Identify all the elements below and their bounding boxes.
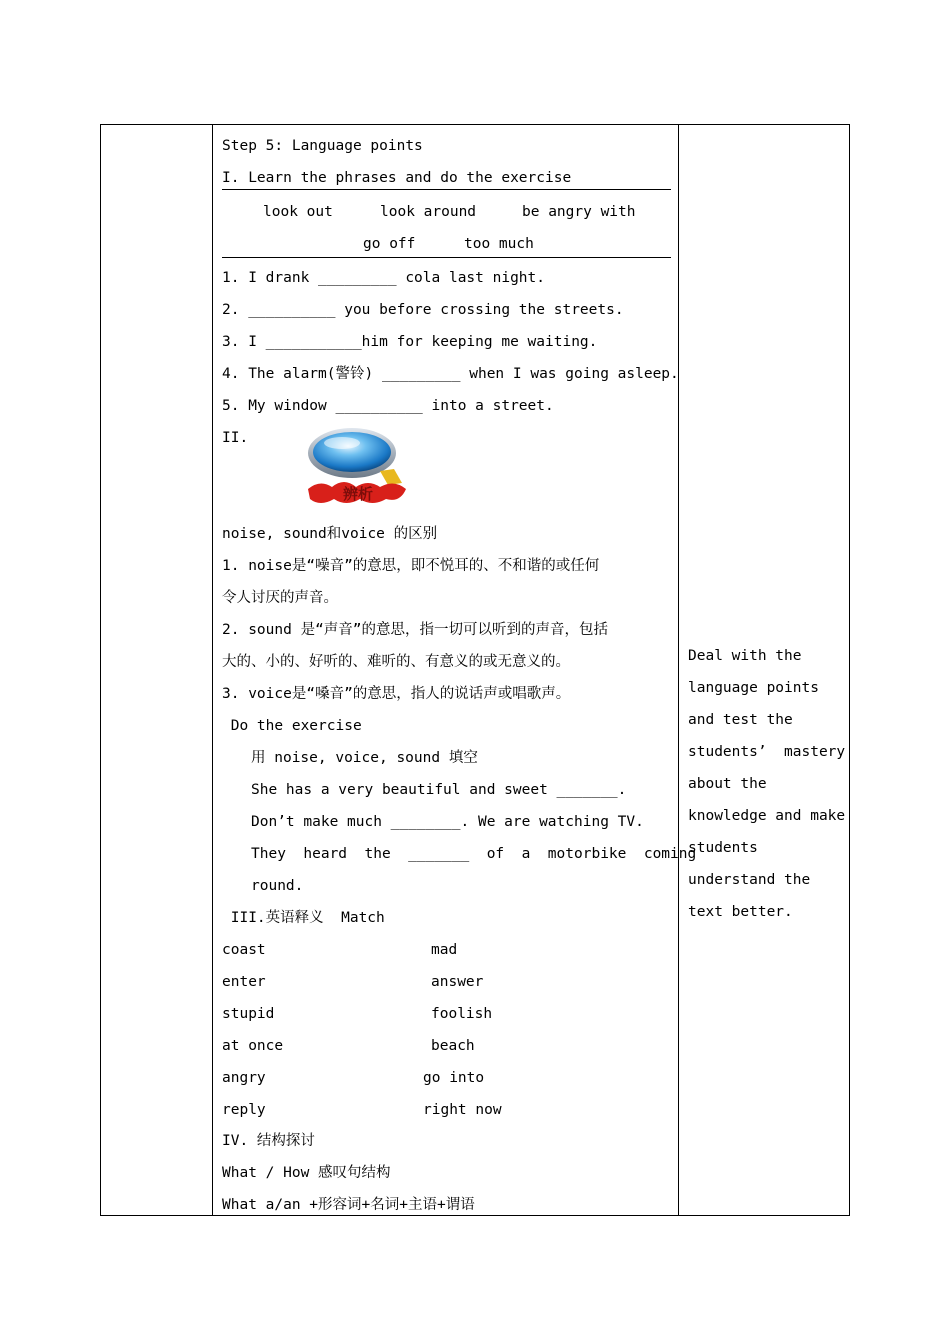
match-right-word: right now bbox=[423, 1102, 502, 1118]
exercise-item: 5. My window __________ into a street. bbox=[222, 398, 554, 414]
magnifier-logo-icon bbox=[302, 427, 418, 509]
phrase: look around bbox=[380, 204, 477, 220]
exercise-item: 4. The alarm(警铃) _________ when I was going asleep. bbox=[222, 366, 679, 382]
explanation-line: 2. sound 是“声音”的意思，指一切可以听到的声音，包括 bbox=[222, 622, 609, 638]
phrase: look out bbox=[263, 204, 333, 220]
exercise-item: 2. __________ you before crossing the streets. bbox=[222, 302, 624, 318]
phrase-box-top-rule bbox=[222, 189, 671, 190]
aim-line: students’ mastery bbox=[688, 744, 846, 760]
aim-line: Deal with the bbox=[688, 648, 802, 664]
explanation-line: 3. voice是“嗓音”的意思，指人的说话声或唱歌声。 bbox=[222, 686, 571, 702]
match-left-word: stupid bbox=[222, 1006, 275, 1022]
section2-heading: II. bbox=[222, 430, 249, 446]
fill-blank-item: She has a very beautiful and sweet _______. bbox=[251, 782, 627, 798]
aim-line: about the bbox=[688, 776, 767, 792]
match-left-word: coast bbox=[222, 942, 266, 958]
fill-blank-item: They heard the _______ of a motorbike coming bbox=[251, 846, 697, 862]
lesson-plan-table bbox=[100, 124, 850, 1216]
section4-heading: IV. 结构探讨 bbox=[222, 1133, 315, 1149]
match-left-word: reply bbox=[222, 1102, 266, 1118]
exercise-item: 3. I ___________him for keeping me waiting. bbox=[222, 334, 598, 350]
match-right-word: go into bbox=[423, 1070, 485, 1086]
match-left-word: at once bbox=[222, 1038, 284, 1054]
match-right-word: mad bbox=[431, 942, 458, 958]
logo-text: 辨析 bbox=[342, 485, 374, 503]
phrase: too much bbox=[464, 236, 534, 252]
match-right-word: foolish bbox=[431, 1006, 493, 1022]
aim-line: language points bbox=[688, 680, 819, 696]
aim-line: knowledge and make bbox=[688, 808, 846, 824]
explanation-line: 1. noise是“噪音”的意思，即不悦耳的、不和谐的或任何 bbox=[222, 558, 600, 574]
phrase-box-bottom-rule bbox=[222, 257, 671, 258]
section3-heading: III.英语释义 Match bbox=[222, 910, 385, 926]
fill-blank-item: Don’t make much ________. We are watching TV. bbox=[251, 814, 644, 830]
match-left-word: enter bbox=[222, 974, 266, 990]
match-right-word: answer bbox=[431, 974, 484, 990]
match-right-word: beach bbox=[431, 1038, 475, 1054]
column-divider-right bbox=[678, 125, 679, 1215]
aim-line: and test the bbox=[688, 712, 793, 728]
phrase: be angry with bbox=[522, 204, 636, 220]
aim-line: students bbox=[688, 840, 758, 856]
phrase: go off bbox=[363, 236, 416, 252]
structure-line: What / How 感叹句结构 bbox=[222, 1165, 391, 1181]
explanation-line: 大的、小的、好听的、难听的、有意义的或无意义的。 bbox=[222, 654, 570, 670]
explanation-line: 令人讨厌的声音。 bbox=[222, 590, 338, 606]
fill-blank-item: round. bbox=[251, 878, 304, 894]
aim-line: understand the bbox=[688, 872, 811, 888]
exercise-instruction: 用 noise, voice, sound 填空 bbox=[251, 750, 478, 766]
column-divider-left bbox=[212, 125, 213, 1215]
step-title: Step 5: Language points bbox=[222, 138, 423, 154]
exercise-heading: Do the exercise bbox=[222, 718, 362, 734]
section2-title: noise, sound和voice 的区别 bbox=[222, 526, 438, 542]
section1-heading: I. Learn the phrases and do the exercise bbox=[222, 170, 572, 186]
match-left-word: angry bbox=[222, 1070, 266, 1086]
exercise-item: 1. I drank _________ cola last night. bbox=[222, 270, 546, 286]
structure-line: What a/an +形容词+名词+主语+谓语 bbox=[222, 1197, 475, 1213]
aim-line: text better. bbox=[688, 904, 793, 920]
